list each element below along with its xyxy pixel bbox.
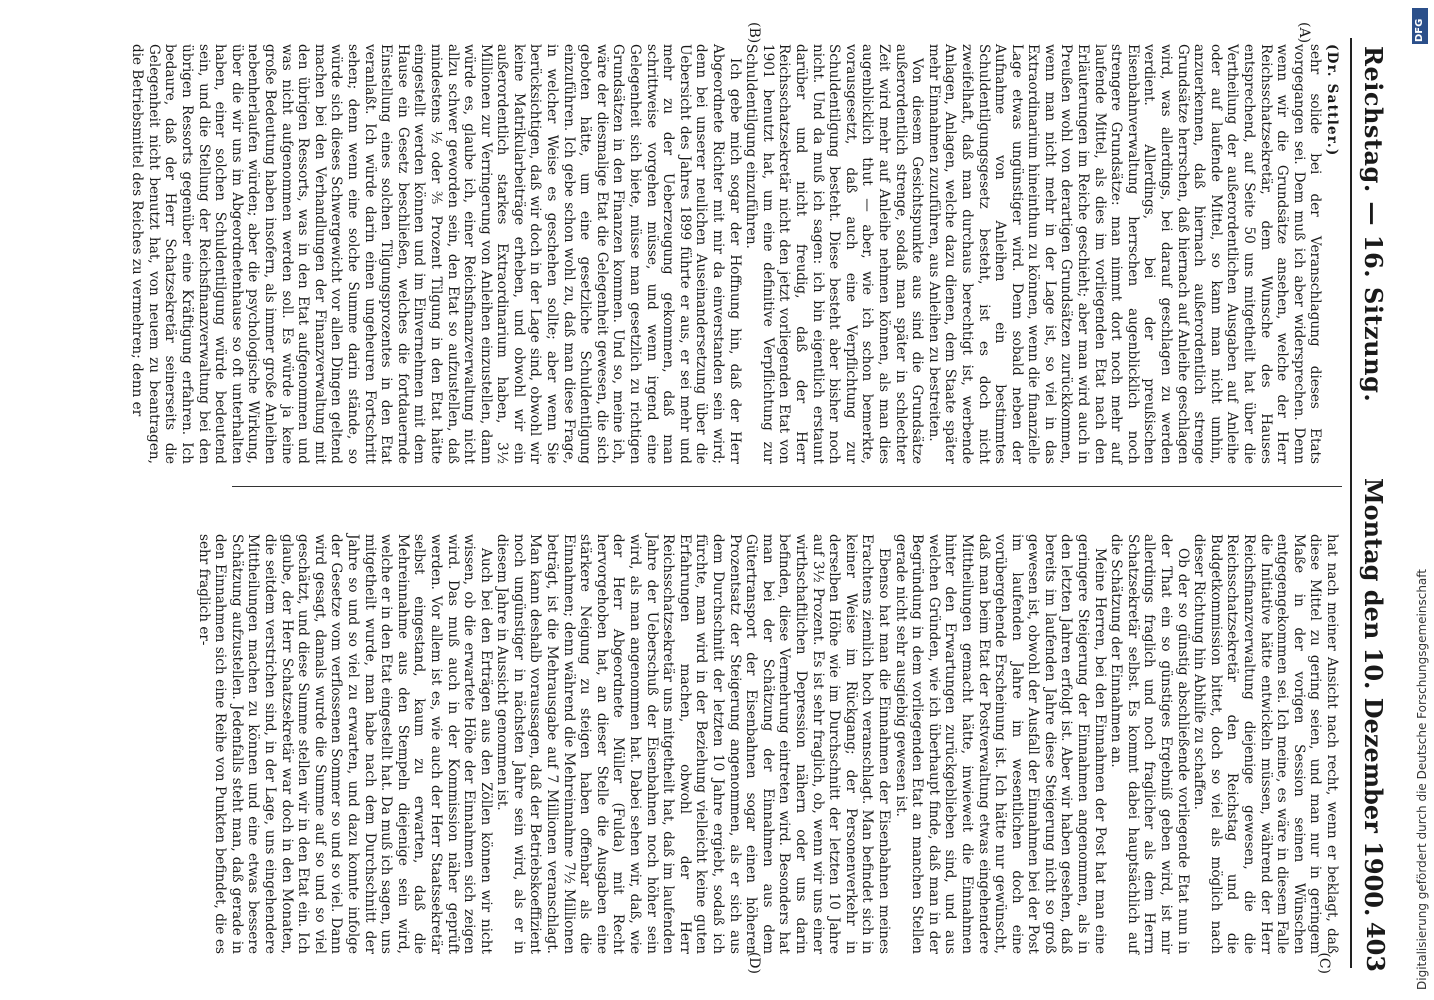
header-title: Reichstag. — 16. Sitzung. <box>1359 46 1388 403</box>
paragraph: Ebenso hat man die Einnahmen der Eisenbahnen meines Erachtens ziemlich hoch veranschlagt. Man befindet sich in keiner Weise im Rückgang; der Personenverkehr in derselben Höhe wie im Durchschnitt der letzten 10 Jahre auf 3½ Prozent. Es ist sehr fraglich, ob, wenn wir uns einer wirthschaftlichen Depression nähern oder uns darin befinden, diese Vermehrung eintreten wird. Besonders hat man bei der Schätzung der Einnahmen aus dem Gütertransport der Eisenbahnen sogar einen höheren Prozentsatz der Steigerung angenommen, als er sich aus dem Durchschnitt der letzten 10 Jahre ergiebt, sodaß ich fürchte, man wird in der Beziehung vielleicht keine guten Erfahrungen machen, obwohl der Herr Reichsschatzsekretär uns mitgetheilt hat, daß im laufenden Jahre der Ueberschuß der Eisenbahnen noch höher sein wird, als man angenommen hat. Dabei sehen wir, daß, wie der Herr Abgeordnete Müller (Fulda) mit Recht hervorgehoben hat, an dieser Stelle die Ausgaben eine stärkere Neigung zu steigen haben offenbar als die Einnahmen; denn während die Mehreinnahme 7½ Millionen beträgt, ist die Mehrausgabe auf 7 Millionen veranschlagt. Man kann deshalb voraussagen, daß der Betriebskoeffizient noch ungünstiger in nächsten Jahre sein wird, als er in diesem Jahre in Aussicht genommen ist. <box>494 534 892 954</box>
header-rule <box>1350 38 1352 968</box>
paragraph: Ob der so günstig abschließende vorliegende Etat nun in der That ein so günstiges Ergebniß geben wird, ist mir allerdings fraglich und noch fraglicher als dem Herrn Schatzsekretär selbst. Es kommt dabei hauptsächlich auf die Schätzung der Einnahmen an. <box>1108 534 1191 954</box>
paragraph: Von diesem Gesichtspunkte aus sind die Grundsätze außerordentlich strenge, sodaß man später in schlechter Zeit wird mehr auf Anleihe nehmen können, als man dies augenblicklich thut — aber, wie ich schon bemerkte, vorausgesetzt, daß auch eine Verpflichtung zur Schuldentilgung besteht. Diese besteht aber bisher noch nicht. Und da muß ich sagen: ich bin eigentlich erstaunt darüber und nicht freudig, daß der Herr Reichsschatzsekretär nicht den jetzt vorliegenden Etat von 1901 benutzt hat, um eine definitive Verpflichtung zur Schuldentilgung einzuführen. <box>743 44 926 464</box>
page-header <box>1359 18 1402 978</box>
page-number: 403 <box>1361 921 1390 972</box>
margin-mark-d: (D) <box>746 951 762 974</box>
column-divider <box>232 486 1342 487</box>
document-page <box>2 18 1402 978</box>
paragraph: sehr solide bei der Veranschlagung dieses Etats vorgegangen sei. Dem muß ich aber widersprechen. Denn wenn wir die Grundsätze ansehen, welche der Herr Reichsschatzsekretär, dem Wunsche des Hauses entsprechend, auf Seite 50 uns mitgetheilt hat über die Vertheilung der außerordentlichen Ausgaben auf Anleihe oder auf laufende Mittel, so kann man nicht umhin, anzuerkennen, daß hiernach außerordentlich strenge Grundsätze herrschen, daß hiernach auf Anleihe geschlagen wird, was allerdings, bei darauf geschlagen zu werden verdient. Allerdings, bei der preußischen Eisenbahnverwaltung herrschen augenblicklich noch strengere Grundsätze: man nimmt dort noch mehr auf laufende Mittel, als dies im vorliegenden Etat nach den Erläuterungen im Reiche geschieht; aber man wird auch in Preußen wohl von derartigen Grundsätzen zurückkommen, wenn man nicht mehr in der Lage ist, so viel in das Extraordinarium hineinthun zu können, wenn die finanzielle Lage etwas ungünstiger wird. Denn sobald neben der Aufnahme von Anleihen ein bestimmtes Schuldentilgungsgesetz besteht, ist es doch nicht zweifelhaft, daß man durchaus berechtigt ist, werbende Anlagen, Anlagen, welche dazu dienen, dem Staate später mehr Einnahmen zuzuführen, aus Anleihen zu bestreiten. <box>925 44 1324 464</box>
header-date: Montag den 10. Dezember 1900. <box>1359 478 1388 917</box>
paragraph: hat nach meiner Ansicht nach recht, wenn er beklagt, daß diese Mittel zu gering seien, und man nur in geringem Maße in der vorigen Session seinen Wünschen entgegengekommen sei. Ich meine, es wäre in diesem Falle die Initiative hätte entwickeln müssen, während der Herr Reichsfinanzverwaltung diejenige gewesen, die die Reichsschatzsekretär den Reichstag und die Budgetkommission bittet, doch so viel als möglich nach dieser Richtung hin Abhilfe zu schaffen. <box>1191 534 1340 954</box>
paragraph: Auch bei den Erträgen aus den Zöllen können wir nicht wissen, ob die erwartete Höhe der Einnahmen sich zeigen wird. Das muß auch in der Kommission näher geprüft werden. Vor allem ist es, wie auch der Herr Staatssekretär selbst eingestand, kaum zu erwarten, daß die Mehreinnahme aus den Stempeln diejenige sein wird, welche er in den Etat eingestellt hat. Da muß ich sagen, uns mitgetheilt wurde, man habe nach dem Durchschnitt der Jahre so und so viel zu erwarten, und dazu konnte infolge der Gesetze vom verflossenen Sommer so und so viel. Dann wird gesagt, damals wurde die Summe auf so und so viel geschätzt, und diese Summe stellen wir in den Etat ein. Ich glaube, der Herr Schatzsekretär war doch in den Monaten, die seitdem verstrichen sind, in der Lage, uns eingehendere Mittheilungen machen zu können und eine etwas bessere Schätzung aufzustellen. Jedenfalls steht man, daß gerade in den Einnahmen sich eine Reihe von Punkten befindet, die es sehr fraglich er- <box>195 534 494 954</box>
paragraph: Meine Herren, bei den Einnahmen der Post hat man eine geringere Steigerung der Einnahmen angenommen, als in den letzten Jahren erfolgt ist. Aber wir haben gesehen, daß bereits im laufenden Jahre diese Steigerung nicht so groß gewesen ist, obwohl der Ausfall der Einnahmen bei der Post im laufenden Jahre im wesentlichen doch eine vorübergehende Erscheinung ist. Ich hätte nur gewünscht, daß man beim Etat der Postverwaltung etwas eingehendere Mittheilungen gemacht hätte, inwieweit die Einnahmen hinter den Erwartungen zurückgeblieben sind, und aus welchen Gründen, wie ich überhaupt finde, daß man in der Begründung in dem vorliegenden Etat an manchen Stellen gerade nicht sehr ausgiebig gewesen ist. <box>892 534 1108 954</box>
digitization-note: Digitalisierung gefördert durch die Deutsche Forschungsgemeinschaft <box>1415 568 1429 990</box>
paragraph: Ich gebe mich sogar der Hoffnung hin, daß der Herr Abgeordnete Richter mit mir da einverstanden sein wird; denn bei unserer neulichen Auseinandersetzung über die Uebersicht des Jahres 1899 führte er aus, er sei mehr und mehr zu der Ueberzeugung gekommen, daß man schrittweise vorgehen müsse, und wenn irgend eine Gelegenheit sich biete, müsse man gesetzlich zu richtigen Grundsätzen in den Finanzen kommen. Und so, meine ich, wäre der diesmalige Etat die Gelegenheit gewesen, die sich geboten hätte, um eine gesetzliche Schuldentilgung einzuführen. Ich gebe schon wohl zu, daß man diese Frage, in welcher Weise es geschehen sollte; aber wenn Sie berücksichtigen, daß wir doch in der Lage sind, obwohl wir keine Matrikularbeiträge erheben, und obwohl wir ein außerordentlich starkes Extraordinarium haben, 3½ Millionen zur Verringerung von Anleihen einzustellen, dann würde es, glaube ich, einer Reichsfinanzverwaltung nicht allzu schwer geworden sein, den Etat so aufzustellen, daß mindestens ½ oder ⅗ Prozent Tilgung in den Etat hätte eingestellt werden können und im Einvernehmen mit dem Hause ein Gesetz beschließen, welches die fortdauernde Einstellung eines solchen Tilgungsprozentes in den Etat veranlaßt. Ich würde darin einen ungeheuren Fortschritt sehen; denn wenn eine solche Summe darin stände, so würde sich dieses Schwergewicht vor allen Dingen geltend machen bei den Verhandlungen der Finanzverwaltung mit den übrigen Ressorts, was in den Etat aufgenommen und was nicht aufgenommen werden soll. Es würde ja keine große Bedeutung haben insofern, als immer große Anleihen nebenherlaufen würden; aber die psychologische Wirkung, über die wir uns im Abgeordnetenhause so oft unterhalten haben, einer solchen Schuldentilgung würde bedeutend sein, und die Stellung der Reichsfinanzverwaltung bei den übrigen Ressorts gegenüber eine Kräftigung erfahren. Ich bedaure, daß der Herr Schatzsekretär seinerseits die Gelegenheit nicht benutzt hat, von neuem zu beantragen, die Betriebsmittel des Reiches zu vermehren; denn er <box>129 44 743 464</box>
speaker-label: (Dr. Sattler.) <box>1324 44 1340 157</box>
dfg-logo: DFG <box>1412 8 1428 44</box>
margin-mark-a: (A) <box>1296 22 1312 44</box>
margin-mark-c: (C) <box>1316 952 1332 974</box>
right-column <box>195 534 1340 954</box>
margin-mark-b: (B) <box>746 22 762 44</box>
left-column <box>129 44 1340 464</box>
